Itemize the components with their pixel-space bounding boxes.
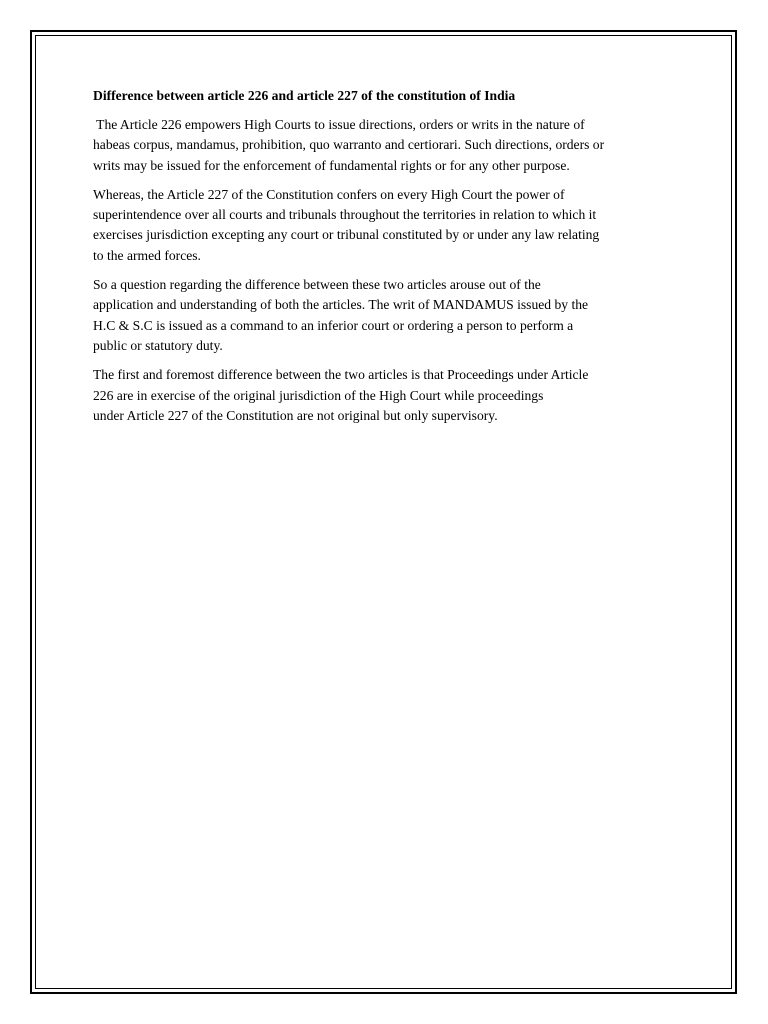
paragraph-2 <box>93 185 683 266</box>
paragraph-line: The first and foremost difference between the two articles is that Proceedings under Article <box>93 367 589 383</box>
paragraph-line: writs may be issued for the enforcement of fundamental rights or for any other purpose. <box>93 157 570 173</box>
paragraph-1 <box>93 115 683 176</box>
paragraph-3 <box>93 275 683 356</box>
paragraph-line: exercises jurisdiction excepting any court or tribunal constituted by or under any law relating <box>93 227 600 243</box>
paragraph-line: So a question regarding the difference between these two articles arouse out of the <box>93 277 541 293</box>
paragraph-line: habeas corpus, mandamus, prohibition, quo warranto and certiorari. Such directions, orders or <box>93 137 605 153</box>
paragraph-line: 226 are in exercise of the original jurisdiction of the High Court while proceedings <box>93 387 544 403</box>
paragraph-line: public or statutory duty. <box>93 337 223 353</box>
paragraph-line: H.C & S.C is issued as a command to an inferior court or ordering a person to perform a <box>93 317 574 333</box>
paragraph-line: Whereas, the Article 227 of the Constitution confers on every High Court the power of <box>93 186 565 202</box>
document-body <box>93 86 683 435</box>
paragraph-line: application and understanding of both the articles. The writ of MANDAMUS issued by the <box>93 297 589 313</box>
paragraph-4 <box>93 365 683 426</box>
paragraph-line: under Article 227 of the Constitution are not original but only supervisory. <box>93 407 498 423</box>
paragraph-line: to the armed forces. <box>93 247 201 263</box>
paragraph-line: superintendence over all courts and tribunals throughout the territories in relation to which it <box>93 207 597 223</box>
document-title: Difference between article 226 and article 227 of the constitution of India <box>93 88 516 103</box>
paragraph-line: The Article 226 empowers High Courts to issue directions, orders or writs in the nature of <box>93 117 585 132</box>
